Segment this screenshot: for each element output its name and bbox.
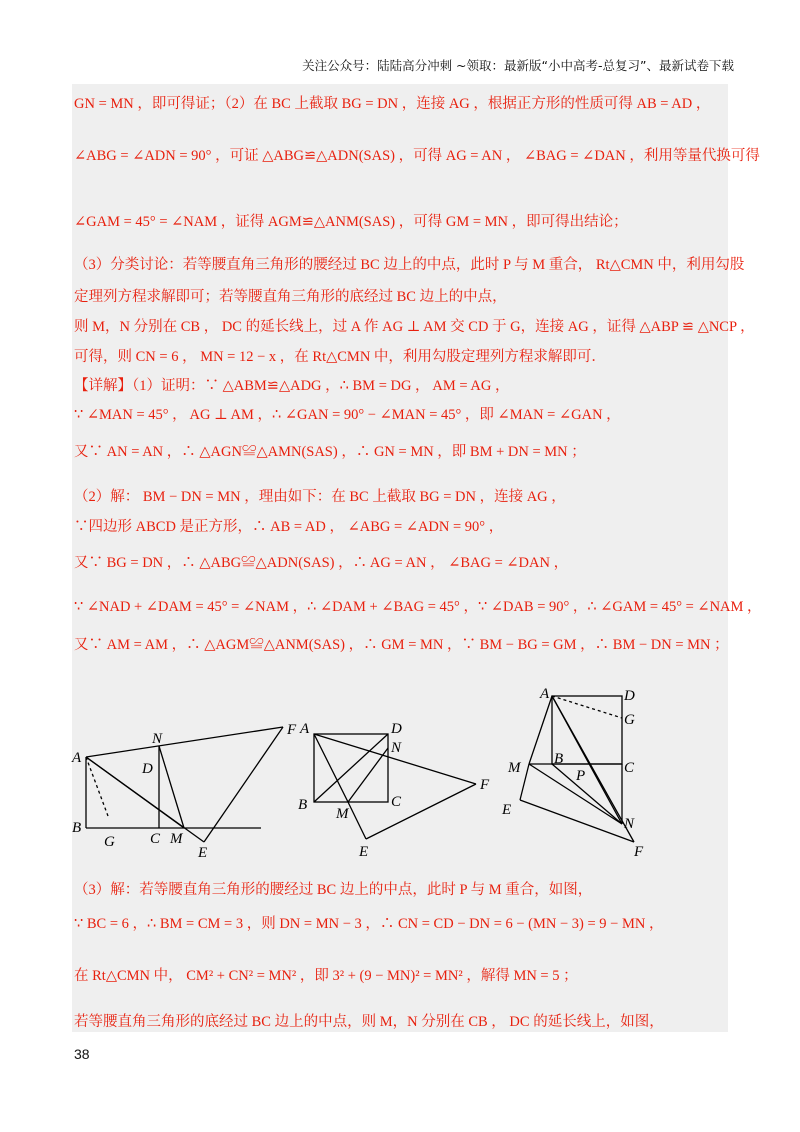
figure-3-label: N bbox=[624, 816, 635, 832]
figure-2-label: A bbox=[300, 721, 310, 737]
figure-1-label: N bbox=[152, 731, 163, 747]
figure-2-label: F bbox=[480, 777, 490, 793]
text-line: （3）分类讨论：若等腰直角三角形的腰经过 BC 边上的中点，此时 P 与 M 重合， Rt△CMN 中，利用勾股 bbox=[74, 257, 745, 273]
text-line: 又∵ BG = DN ，∴ △ABG≌△ADN(SAS) ，∴ AG = AN ， ∠BAG = ∠DAN ， bbox=[74, 555, 569, 571]
text-line: ∵ BC = 6 ，∴ BM = CM = 3 ，则 DN = MN − 3 ，∴ CN = CD − DN = 6 − (MN − 3) = 9 − MN ， bbox=[74, 916, 664, 932]
figure-3-label: G bbox=[624, 712, 635, 728]
text-line: 【详解】（1）证明：∵ △ABM≌△ADG ，∴ BM = DG ， AM = AG ， bbox=[74, 378, 510, 394]
figure-3-label: M bbox=[508, 760, 521, 776]
text-line: 则 M，N 分别在 CB ， DC 的延长线上，过 A 作 AG ⊥ AM 交 CD 于 G，连接 AG ，证得 △ABP ≌ △NCP ， bbox=[74, 319, 755, 335]
figure-2-label: M bbox=[336, 806, 349, 822]
figure-2-label: B bbox=[298, 797, 308, 813]
text-line: 若等腰直角三角形的底经过 BC 边上的中点，则 M，N 分别在 CB ， DC 的延长线上，如图， bbox=[74, 1014, 664, 1030]
geometry-figures bbox=[66, 682, 666, 862]
figure-3-label: D bbox=[624, 688, 635, 704]
figure-1-label: F bbox=[287, 722, 297, 738]
text-line: GN = MN ，即可得证；（2）在 BC 上截取 BG = DN ，连接 AG ，根据正方形的性质可得 AB = AD ， bbox=[74, 96, 711, 112]
text-line: 在 Rt△CMN 中， CM² + CN² = MN² ，即 3² + (9 − MN)² = MN² ，解得 MN = 5 ； bbox=[74, 968, 578, 984]
figure-3-label: F bbox=[634, 844, 644, 860]
page-header: 关注公众号：陆陆高分冲刺 ~领取：最新版“小中高考-总复习”、最新试卷下载 bbox=[302, 58, 734, 73]
figure-3-label: P bbox=[576, 768, 586, 784]
text-line: ∵ ∠NAD + ∠DAM = 45° = ∠NAM ，∴ ∠DAM + ∠BAG = 45° ，∵ ∠DAB = 90° ，∴ ∠GAM = 45° = ∠NAM ， bbox=[74, 599, 762, 615]
figure-3-label: C bbox=[624, 760, 635, 776]
text-line: ∵四边形 ABCD 是正方形，∴ AB = AD ， ∠ABG = ∠ADN = 90° ， bbox=[74, 519, 504, 535]
text-line: 又∵ AN = AN ，∴ △AGN≌△AMN(SAS) ，∴ GN = MN ，即 BM + DN = MN ； bbox=[74, 444, 586, 460]
figure-1-label: D bbox=[142, 761, 153, 777]
figure-2-label: D bbox=[391, 721, 402, 737]
figure-2-label: N bbox=[391, 740, 402, 756]
figure-1-label: G bbox=[104, 834, 115, 850]
figure-1-label: E bbox=[198, 845, 208, 861]
figure-2-label: E bbox=[359, 844, 369, 860]
figure-2-label: C bbox=[391, 794, 402, 810]
text-line: ∠ABG = ∠ADN = 90° ，可证 △ABG≌△ADN(SAS) ，可得 AG = AN ， ∠BAG = ∠DAN ，利用等量代换可得 bbox=[74, 148, 760, 164]
text-line: （3）解：若等腰直角三角形的腰经过 BC 边上的中点，此时 P 与 M 重合，如图， bbox=[74, 882, 593, 898]
text-line: ∵ ∠MAN = 45° ， AG ⊥ AM ，∴ ∠GAN = 90° − ∠MAN = 45° ，即 ∠MAN = ∠GAN ， bbox=[74, 407, 621, 423]
figure-1-label: B bbox=[72, 820, 82, 836]
text-line: （2）解： BM − DN = MN ，理由如下：在 BC 上截取 BG = DN ，连接 AG ， bbox=[74, 489, 566, 505]
figure-1-label: M bbox=[170, 831, 183, 847]
page-number: 38 bbox=[74, 1046, 90, 1062]
text-line: 可得，则 CN = 6 ， MN = 12 − x ，在 Rt△CMN 中，利用勾股定理列方程求解即可． bbox=[74, 349, 606, 365]
figure-3-label: A bbox=[540, 686, 550, 702]
figure-3-label: B bbox=[554, 751, 564, 767]
figure-1 bbox=[86, 727, 283, 842]
text-line: 定理列方程求解即可；若等腰直角三角形的底经过 BC 边上的中点， bbox=[74, 289, 507, 305]
figure-3-label: E bbox=[502, 802, 512, 818]
figure-1-label: C bbox=[150, 831, 161, 847]
figure-1-label: A bbox=[72, 750, 82, 766]
text-line: 又∵ AM = AM ，∴ △AGM≌△ANM(SAS) ，∴ GM = MN ，∵ BM − BG = GM ，∴ BM − DN = MN ； bbox=[74, 637, 729, 653]
text-line: ∠GAM = 45° = ∠NAM ，证得 AGM≌△ANM(SAS) ，可得 GM = MN ，即可得出结论； bbox=[74, 214, 628, 230]
